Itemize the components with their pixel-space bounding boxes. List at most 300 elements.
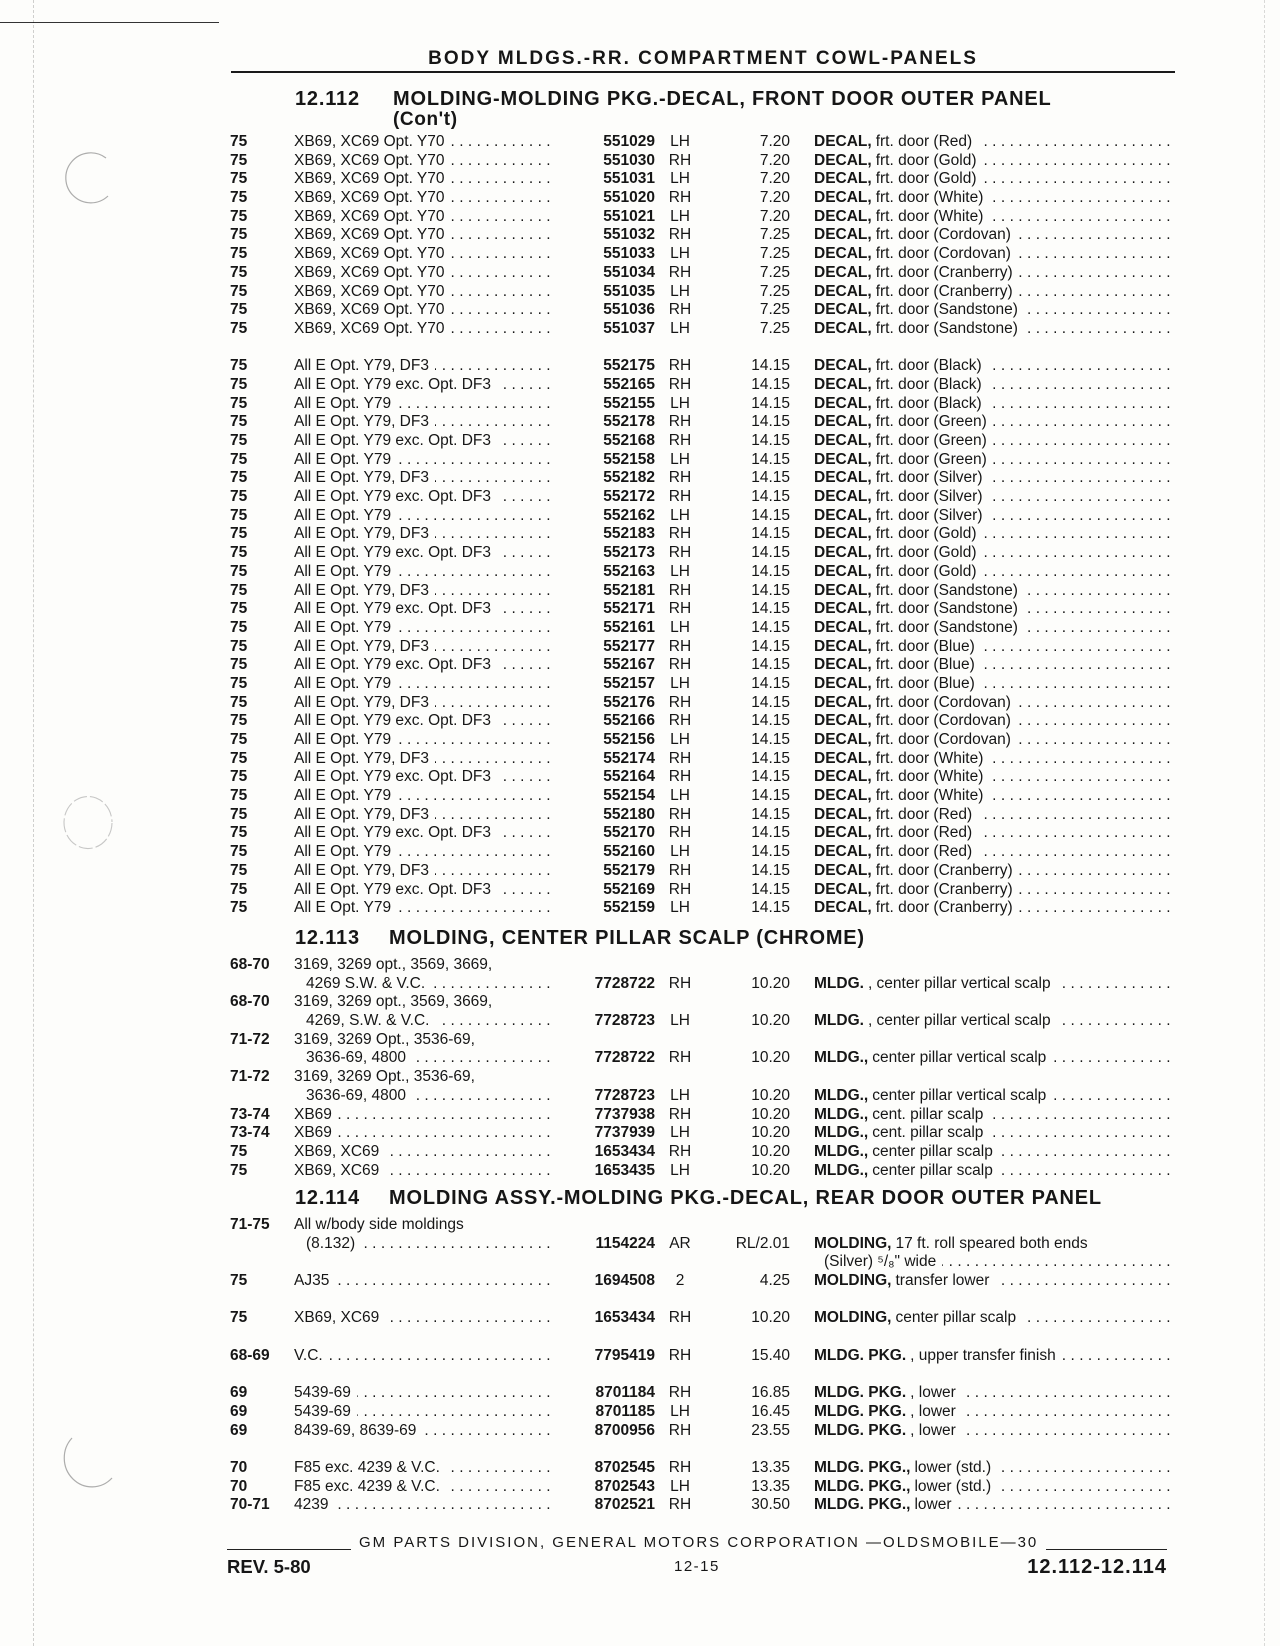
side-or-qty: RH bbox=[668, 581, 692, 599]
description-text: frt. door (Cranberry) bbox=[875, 899, 1013, 917]
applicability-cell bbox=[294, 208, 555, 227]
side-or-qty: RH bbox=[668, 1496, 692, 1514]
revision-label: REV. 5-80 bbox=[227, 1556, 311, 1577]
description-term: DECAL, bbox=[814, 488, 872, 506]
section-title: MOLDING ASSY.-MOLDING PKG.-DECAL, REAR DOOR OUTER PANEL bbox=[389, 1187, 1102, 1209]
side-or-qty: LH bbox=[670, 207, 690, 225]
description-term: DECAL, bbox=[814, 749, 872, 767]
dot-leader bbox=[497, 768, 555, 787]
price: 14.15 bbox=[751, 618, 790, 636]
price: 14.15 bbox=[751, 749, 790, 767]
description-cell bbox=[814, 170, 1175, 189]
entry-line bbox=[230, 1253, 1175, 1272]
part-entry bbox=[230, 694, 1175, 713]
part-entry bbox=[230, 189, 1175, 208]
description-text: frt. door (Gold) bbox=[875, 525, 977, 543]
part-number: 552162 bbox=[603, 506, 655, 524]
applicability-text: XB69, XC69 Opt. Y70 bbox=[294, 226, 445, 244]
part-entry bbox=[230, 507, 1175, 526]
description-cell bbox=[814, 395, 1175, 414]
side-or-qty: LH bbox=[670, 618, 690, 636]
side-or-qty: LH bbox=[670, 1161, 690, 1179]
part-number: 552161 bbox=[603, 618, 655, 636]
price: 10.20 bbox=[751, 1142, 790, 1160]
dot-leader bbox=[962, 1403, 1175, 1422]
part-entry bbox=[230, 1106, 1175, 1125]
description-cell bbox=[814, 133, 1175, 152]
description-cell bbox=[814, 1347, 1175, 1366]
description-term: DECAL, bbox=[814, 263, 872, 281]
side-or-qty: RH bbox=[668, 1458, 692, 1476]
side-or-qty: LH bbox=[670, 1402, 690, 1420]
entry-line bbox=[230, 1124, 1175, 1143]
part-number: 552182 bbox=[603, 469, 655, 487]
price: 7.20 bbox=[759, 151, 790, 169]
dot-leader bbox=[451, 320, 555, 339]
price: 7.25 bbox=[759, 263, 790, 281]
year-cell: 75 bbox=[230, 899, 248, 917]
price: 14.15 bbox=[751, 805, 790, 823]
entry-line bbox=[230, 694, 1175, 713]
part-number: 552174 bbox=[603, 749, 655, 767]
price: 14.15 bbox=[751, 506, 790, 524]
description-term: MLDG., bbox=[814, 1105, 869, 1123]
price: 16.45 bbox=[751, 1402, 790, 1420]
part-number: 551029 bbox=[603, 133, 655, 150]
description-term: DECAL, bbox=[814, 151, 872, 169]
dot-leader bbox=[497, 600, 555, 619]
side-or-qty: RH bbox=[668, 768, 692, 786]
price: 7.20 bbox=[759, 189, 790, 207]
description-cell bbox=[814, 638, 1175, 657]
year-cell: 75 bbox=[230, 861, 248, 879]
part-number: 552160 bbox=[603, 843, 655, 861]
year-cell: 75 bbox=[230, 712, 248, 730]
description-term: MLDG. PKG., bbox=[814, 1458, 911, 1476]
part-number: 8702543 bbox=[594, 1477, 655, 1495]
part-entry bbox=[230, 133, 1175, 152]
description-text: lower (std.) bbox=[914, 1458, 992, 1476]
description-cell bbox=[814, 189, 1175, 208]
description-cell bbox=[814, 544, 1175, 563]
applicability-cell bbox=[294, 395, 555, 414]
applicability-cell bbox=[294, 824, 555, 843]
dot-leader bbox=[993, 451, 1175, 470]
applicability-text: All E Opt. Y79 bbox=[294, 843, 392, 861]
part-entry bbox=[230, 320, 1175, 339]
applicability-text: XB69, XC69 Opt. Y70 bbox=[294, 263, 445, 281]
description-term: DECAL, bbox=[814, 226, 872, 244]
dot-leader bbox=[385, 1143, 555, 1162]
price: RL/2.01 bbox=[735, 1234, 790, 1252]
part-entry bbox=[230, 170, 1175, 189]
applicability-text: 5439-69 bbox=[294, 1402, 351, 1420]
punch-hole bbox=[64, 1438, 112, 1487]
price: 16.85 bbox=[751, 1384, 790, 1402]
price: 14.15 bbox=[751, 861, 790, 879]
year-cell: 75 bbox=[230, 394, 248, 412]
description-cell bbox=[814, 432, 1175, 451]
part-number: 552154 bbox=[603, 787, 655, 805]
price: 14.15 bbox=[751, 693, 790, 711]
part-group bbox=[230, 1347, 1175, 1366]
part-number: 1653435 bbox=[594, 1161, 655, 1179]
part-number: 7728723 bbox=[594, 1012, 655, 1030]
dot-leader bbox=[962, 1384, 1175, 1403]
description-text: frt. door (Red) bbox=[875, 805, 973, 823]
side-or-qty: RH bbox=[668, 432, 692, 449]
dot-leader bbox=[999, 1162, 1175, 1181]
footer-info-row bbox=[0, 1554, 1280, 1580]
dot-leader bbox=[1052, 1049, 1175, 1068]
footer-rule bbox=[1046, 1549, 1167, 1550]
year-cell: 75 bbox=[230, 170, 248, 188]
punch-hole bbox=[66, 153, 108, 203]
description-text: frt. door (White) bbox=[875, 749, 984, 767]
side-or-qty: LH bbox=[670, 506, 690, 524]
entry-line bbox=[230, 1235, 1175, 1254]
description-cell bbox=[814, 226, 1175, 245]
entry-line bbox=[230, 1496, 1175, 1515]
description-text: frt. door (Cordovan) bbox=[875, 712, 1011, 730]
part-number: 7728723 bbox=[594, 1086, 655, 1104]
dot-leader bbox=[497, 488, 555, 507]
description-term: DECAL, bbox=[814, 600, 872, 618]
dot-leader bbox=[451, 152, 555, 171]
description-term: DECAL, bbox=[814, 301, 872, 319]
dot-leader bbox=[431, 975, 555, 994]
dot-leader bbox=[982, 544, 1175, 563]
entry-line bbox=[230, 376, 1175, 395]
scan-edge-right bbox=[1264, 0, 1265, 1646]
description-term: DECAL, bbox=[814, 861, 872, 879]
price: 10.20 bbox=[751, 1161, 790, 1179]
applicability-text: All E Opt. Y79 bbox=[294, 787, 392, 805]
entry-line bbox=[230, 768, 1175, 787]
side-or-qty: LH bbox=[670, 170, 690, 188]
year-cell: 75 bbox=[230, 824, 248, 842]
dot-leader bbox=[397, 843, 555, 862]
year-cell: 75 bbox=[230, 506, 248, 524]
applicability-text: XB69, XC69 Opt. Y70 bbox=[294, 170, 445, 188]
dot-leader bbox=[993, 413, 1175, 432]
entry-line bbox=[230, 787, 1175, 806]
applicability-text: XB69, XC69 Opt. Y70 bbox=[294, 189, 445, 207]
description-text: frt. door (Sandstone) bbox=[875, 581, 1018, 599]
applicability-text: All E Opt. Y79 exc. Opt. DF3 bbox=[294, 432, 491, 449]
entry-line bbox=[230, 226, 1175, 245]
applicability-cell bbox=[294, 582, 555, 601]
description-term: MLDG. bbox=[814, 974, 864, 992]
dot-leader bbox=[1024, 582, 1175, 601]
description-term: DECAL, bbox=[814, 245, 872, 263]
part-entry bbox=[230, 413, 1175, 432]
description-cell bbox=[814, 1235, 1175, 1254]
part-entry bbox=[230, 731, 1175, 750]
description-term: DECAL, bbox=[814, 731, 872, 748]
part-number: 552167 bbox=[603, 656, 655, 674]
applicability-text: All E Opt. Y79 bbox=[294, 506, 392, 524]
part-entry bbox=[230, 432, 1175, 451]
applicability-text: All E Opt. Y79 exc. Opt. DF3 bbox=[294, 488, 491, 506]
applicability-cell bbox=[294, 170, 555, 189]
entry-line bbox=[230, 451, 1175, 470]
description-cell bbox=[814, 582, 1175, 601]
part-number: 552173 bbox=[603, 544, 655, 562]
applicability-cell bbox=[306, 1235, 555, 1254]
dot-leader bbox=[978, 133, 1175, 152]
applicability-text: XB69, XC69 bbox=[294, 1161, 380, 1179]
dot-leader bbox=[989, 189, 1175, 208]
entry-line bbox=[230, 1384, 1175, 1403]
entry-line bbox=[230, 525, 1175, 544]
description-cell bbox=[814, 731, 1175, 750]
description-cell bbox=[814, 376, 1175, 395]
part-entry bbox=[230, 1459, 1175, 1478]
price: 14.15 bbox=[751, 674, 790, 692]
entry-line bbox=[230, 1459, 1175, 1478]
description-cell bbox=[814, 525, 1175, 544]
applicability-text: All E Opt. Y79, DF3 bbox=[294, 861, 429, 879]
description-term: DECAL, bbox=[814, 432, 872, 449]
description-term: DECAL, bbox=[814, 133, 872, 150]
price: 7.25 bbox=[759, 245, 790, 263]
dot-leader bbox=[978, 843, 1175, 862]
description-term: DECAL, bbox=[814, 637, 872, 655]
applicability-text: All E Opt. Y79, DF3 bbox=[294, 357, 429, 375]
part-group bbox=[230, 1216, 1175, 1291]
dot-leader bbox=[1017, 731, 1175, 750]
part-entry bbox=[230, 1162, 1175, 1181]
price: 14.15 bbox=[751, 357, 790, 375]
part-number: 551034 bbox=[603, 263, 655, 281]
part-number: 1154224 bbox=[595, 1234, 655, 1252]
dot-leader bbox=[497, 824, 555, 843]
description-cell bbox=[814, 245, 1175, 264]
dot-leader bbox=[1024, 320, 1175, 339]
applicability-text: All E Opt. Y79 bbox=[294, 899, 392, 917]
side-or-qty: LH bbox=[670, 394, 690, 412]
part-number: 552179 bbox=[603, 861, 655, 879]
description-text: frt. door (Cordovan) bbox=[875, 245, 1011, 263]
dot-leader bbox=[982, 170, 1175, 189]
dot-leader bbox=[435, 638, 555, 657]
description-text: lower bbox=[914, 1496, 952, 1514]
dot-leader bbox=[995, 1272, 1175, 1291]
applicability-text: All E Opt. Y79, DF3 bbox=[294, 525, 429, 543]
dot-leader bbox=[978, 824, 1175, 843]
applicability-text: XB69, XC69 Opt. Y70 bbox=[294, 282, 445, 300]
description-text: frt. door (Sandstone) bbox=[875, 600, 1018, 618]
applicability-text: XB69 bbox=[294, 1105, 332, 1123]
entry-line bbox=[230, 1087, 1175, 1106]
part-number: 1653434 bbox=[594, 1309, 655, 1327]
part-entry bbox=[230, 843, 1175, 862]
entry-line bbox=[230, 170, 1175, 189]
entry-line bbox=[230, 656, 1175, 675]
applicability-text: XB69, XC69 Opt. Y70 bbox=[294, 133, 445, 150]
price: 13.35 bbox=[751, 1477, 790, 1495]
year-cell: 75 bbox=[230, 1142, 248, 1160]
entry-line bbox=[230, 582, 1175, 601]
applicability-cell bbox=[294, 451, 555, 470]
side-or-qty: RH bbox=[668, 824, 692, 842]
description-cell bbox=[814, 301, 1175, 320]
applicability-cell bbox=[294, 993, 555, 1012]
section-range: 12.112-12.114 bbox=[1027, 1556, 1167, 1578]
description-text: frt. door (Green) bbox=[875, 450, 987, 468]
description-cell bbox=[814, 619, 1175, 638]
year-cell: 75 bbox=[230, 413, 248, 431]
description-term: DECAL, bbox=[814, 413, 872, 431]
year-cell: 75 bbox=[230, 525, 248, 543]
applicability-cell bbox=[294, 133, 555, 152]
part-number: 551036 bbox=[603, 301, 655, 319]
description-cell bbox=[814, 768, 1175, 787]
year-cell: 70 bbox=[230, 1477, 248, 1495]
part-entry bbox=[230, 993, 1175, 1030]
description-text: frt. door (Gold) bbox=[875, 544, 977, 562]
dot-leader bbox=[412, 1087, 555, 1106]
description-text: transfer lower bbox=[895, 1272, 990, 1290]
description-term: MLDG. PKG. bbox=[814, 1402, 907, 1420]
dot-leader bbox=[962, 1422, 1175, 1441]
applicability-text: 8439-69, 8639-69 bbox=[294, 1421, 417, 1439]
part-group bbox=[230, 1309, 1175, 1328]
description-term: MOLDING, bbox=[814, 1234, 892, 1252]
side-or-qty: RH bbox=[668, 805, 692, 823]
punch-holes bbox=[0, 0, 140, 1646]
description-term: DECAL, bbox=[814, 618, 872, 636]
dot-leader bbox=[989, 768, 1175, 787]
dot-leader bbox=[497, 656, 555, 675]
part-number: 552180 bbox=[603, 805, 655, 823]
dot-leader bbox=[988, 395, 1175, 414]
part-number: 552183 bbox=[603, 525, 655, 543]
description-text: , lower bbox=[910, 1421, 956, 1439]
description-cell bbox=[814, 1384, 1175, 1403]
description-cell bbox=[814, 469, 1175, 488]
applicability-text: 3169, 3269 opt., 3569, 3669, bbox=[294, 956, 493, 973]
part-number: 7737939 bbox=[594, 1124, 655, 1142]
side-or-qty: RH bbox=[668, 712, 692, 730]
dot-leader bbox=[451, 226, 555, 245]
page-number: 12-15 bbox=[674, 1558, 720, 1575]
applicability-text: All E Opt. Y79, DF3 bbox=[294, 581, 429, 599]
entry-line bbox=[230, 208, 1175, 227]
part-entry bbox=[230, 638, 1175, 657]
side-or-qty: LH bbox=[670, 787, 690, 805]
applicability-cell bbox=[294, 1422, 555, 1441]
description-term: DECAL, bbox=[814, 357, 872, 375]
applicability-cell bbox=[294, 843, 555, 862]
part-entry bbox=[230, 264, 1175, 283]
description-text: frt. door (Cranberry) bbox=[875, 282, 1013, 300]
entry-line bbox=[230, 675, 1175, 694]
header-rule bbox=[231, 71, 1175, 73]
dot-leader bbox=[497, 712, 555, 731]
dot-leader bbox=[982, 152, 1175, 171]
applicability-text: XB69 bbox=[294, 1124, 332, 1142]
entry-line bbox=[230, 1049, 1175, 1068]
footer bbox=[227, 1533, 1167, 1553]
applicability-text: All E Opt. Y79 exc. Opt. DF3 bbox=[294, 544, 491, 562]
price: 14.15 bbox=[751, 525, 790, 543]
applicability-text: All E Opt. Y79 exc. Opt. DF3 bbox=[294, 824, 491, 842]
dot-leader bbox=[357, 1403, 555, 1422]
applicability-text: XB69, XC69 bbox=[294, 1309, 380, 1327]
price: 14.15 bbox=[751, 432, 790, 449]
applicability-text: All E Opt. Y79, DF3 bbox=[294, 637, 429, 655]
description-cell bbox=[814, 507, 1175, 526]
year-cell: 73-74 bbox=[230, 1124, 270, 1142]
description-term: DECAL, bbox=[814, 656, 872, 674]
side-or-qty: RH bbox=[668, 375, 692, 393]
applicability-text: All E Opt. Y79 exc. Opt. DF3 bbox=[294, 375, 491, 393]
applicability-cell bbox=[294, 245, 555, 264]
page-header: BODY MLDGS.-RR. COMPARTMENT COWL-PANELS bbox=[428, 48, 978, 69]
dot-leader bbox=[397, 395, 555, 414]
dot-leader bbox=[436, 1012, 556, 1031]
part-entry bbox=[230, 1124, 1175, 1143]
applicability-cell bbox=[294, 525, 555, 544]
applicability-text: All E Opt. Y79, DF3 bbox=[294, 413, 429, 431]
part-number: 551031 bbox=[603, 170, 655, 188]
year-cell: 75 bbox=[230, 618, 248, 636]
description-term: DECAL, bbox=[814, 469, 872, 487]
entry-line bbox=[230, 283, 1175, 302]
dot-leader bbox=[335, 1272, 555, 1291]
applicability-text: XB69, XC69 Opt. Y70 bbox=[294, 151, 445, 169]
applicability-cell bbox=[294, 1162, 555, 1181]
price: 14.15 bbox=[751, 469, 790, 487]
dot-leader bbox=[412, 1049, 555, 1068]
price: 7.25 bbox=[759, 282, 790, 300]
part-entry bbox=[230, 712, 1175, 731]
year-cell: 75 bbox=[230, 226, 248, 244]
applicability-cell bbox=[294, 899, 555, 918]
side-or-qty: RH bbox=[668, 861, 692, 879]
year-cell: 75 bbox=[230, 282, 248, 300]
price: 14.15 bbox=[751, 413, 790, 431]
description-text: center pillar vertical scalp bbox=[872, 1049, 1047, 1067]
dot-leader bbox=[451, 170, 555, 189]
year-cell: 75 bbox=[230, 151, 248, 169]
year-cell: 69 bbox=[230, 1402, 248, 1420]
price: 14.15 bbox=[751, 656, 790, 674]
entry-line bbox=[230, 1012, 1175, 1031]
side-or-qty: RH bbox=[668, 151, 692, 169]
section-continued-label: (Con't) bbox=[393, 109, 458, 130]
part-entry bbox=[230, 1478, 1175, 1497]
description-cell bbox=[814, 451, 1175, 470]
price: 23.55 bbox=[751, 1421, 790, 1439]
description-text: frt. door (Cranberry) bbox=[875, 880, 1013, 898]
dot-leader bbox=[451, 208, 555, 227]
year-cell: 75 bbox=[230, 1272, 248, 1290]
side-or-qty: LH bbox=[670, 731, 690, 748]
description-term: DECAL, bbox=[814, 562, 872, 580]
footer-rule bbox=[227, 1549, 351, 1550]
dot-leader bbox=[385, 1309, 555, 1328]
applicability-text: 4269, S.W. & V.C. bbox=[306, 1012, 430, 1030]
year-cell: 75 bbox=[230, 544, 248, 562]
applicability-cell bbox=[294, 1216, 555, 1235]
side-or-qty: LH bbox=[670, 282, 690, 300]
dot-leader bbox=[446, 1478, 555, 1497]
side-or-qty: RH bbox=[668, 189, 692, 207]
part-entry bbox=[230, 824, 1175, 843]
